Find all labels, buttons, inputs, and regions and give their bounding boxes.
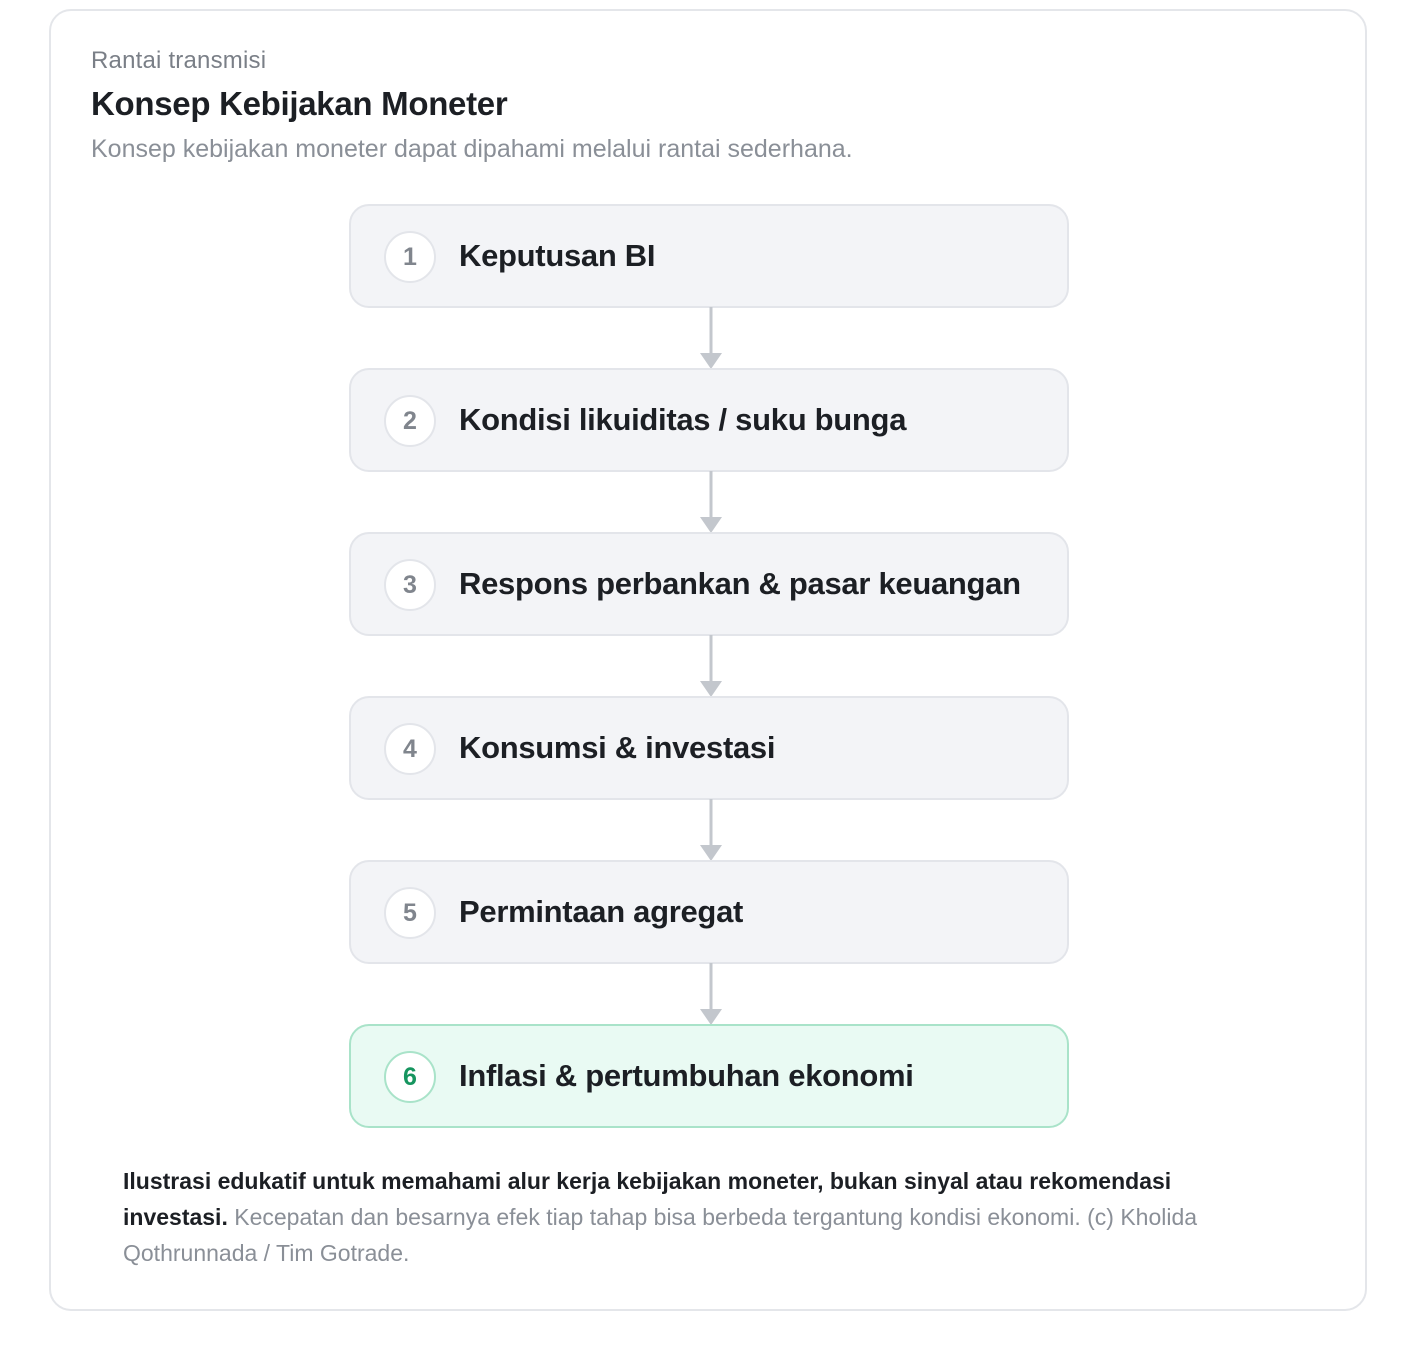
disclaimer-text: Kecepatan dan besarnya efek tiap tahap bisa berbeda tergantung kondisi ekonomi. (c) Kholida Qothrunnada / Tim Gotrade. [123,1204,1198,1266]
step-label: Permintaan agregat [459,894,744,929]
step-number-badge: 4 [384,723,436,775]
arrow-down-icon [696,635,726,697]
step-label: Respons perbankan & pasar keuangan [459,566,1021,601]
card-subtitle: Konsep kebijakan moneter dapat dipahami melalui rantai sederhana. [91,135,853,163]
flow-step-5 [349,860,1069,964]
flow-step-2 [349,368,1069,472]
flow-step-3 [349,532,1069,636]
arrow-down-icon [696,799,726,861]
flow-step-1 [349,204,1069,308]
step-number-badge: 6 [384,1051,436,1103]
transmission-chain-card [49,9,1367,1311]
arrow-down-icon [696,471,726,533]
card-title: Konsep Kebijakan Moneter [91,85,508,122]
step-label: Inflasi & pertumbuhan ekonomi [459,1058,914,1093]
eyebrow-label: Rantai transmisi [91,47,267,74]
flow-diagram [51,11,1365,1309]
step-number-badge: 2 [384,395,436,447]
step-number-badge: 5 [384,887,436,939]
step-label: Konsumsi & investasi [459,730,776,765]
step-label: Kondisi likuiditas / suku bunga [459,402,907,437]
step-number-badge: 1 [384,231,436,283]
flow-step-4 [349,696,1069,800]
step-label: Keputusan BI [459,238,656,273]
disclaimer-note [123,1163,1263,1271]
arrow-down-icon [696,963,726,1025]
arrow-down-icon [696,307,726,369]
step-number-badge: 3 [384,559,436,611]
flow-step-6-outcome [349,1024,1069,1128]
disclaimer-bold: Ilustrasi edukatif untuk memahami alur kerja kebijakan moneter, bukan sinyal atau rekomendasi investasi. [123,1168,1172,1230]
